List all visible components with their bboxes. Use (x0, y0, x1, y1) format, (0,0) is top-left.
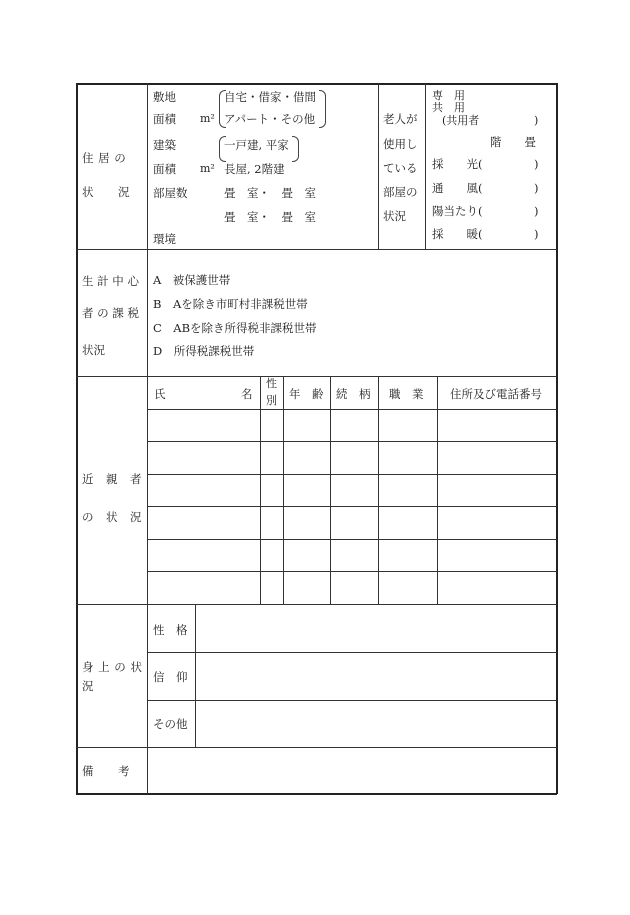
border-bottom (76, 793, 557, 795)
livelihood-option-a: A 被保護世帯 (153, 273, 231, 287)
heating-close: ) (534, 227, 539, 241)
residence-label-2: 状 況 (82, 185, 130, 199)
rel-col-age (330, 376, 331, 604)
shared-use: 共 用 (432, 101, 465, 114)
site-bracket-right (319, 90, 326, 128)
faith-label: 信 仰 (153, 670, 188, 684)
relatives-label-1: 近 親 者 (82, 472, 142, 486)
site-option-2: アパート・その他 (224, 112, 316, 126)
personal-col-divider (195, 604, 196, 747)
divider-livelihood (76, 376, 557, 377)
rel-header-bottom (147, 409, 557, 410)
header-sex-b: 別 (266, 394, 277, 407)
building-m2: m² (200, 162, 215, 175)
divider-residence (76, 249, 557, 250)
rel-col-sex (283, 376, 284, 604)
elder-room-label-5: 状況 (383, 209, 406, 223)
livelihood-label-3: 状況 (82, 343, 105, 357)
rel-row-line-3 (147, 506, 557, 507)
label-column-divider (147, 83, 148, 794)
shared-with: (共用者 (442, 114, 480, 127)
residence-label-1: 住 居 の (82, 151, 127, 165)
elder-room-label-2: 使用し (383, 137, 418, 151)
relatives-label-2: の 状 況 (82, 510, 142, 524)
sunlight-label: 陽当たり( (432, 204, 483, 218)
rel-row-line-5 (147, 571, 557, 572)
border-left (76, 83, 78, 794)
border-right (556, 83, 558, 794)
shared-with-close: ) (534, 114, 539, 127)
site-option-1: 自宅・借家・借間 (224, 90, 316, 104)
rel-row-line-2 (147, 474, 557, 475)
personal-label-2: 況 (82, 679, 94, 693)
rooms-label: 部屋数 (153, 186, 188, 200)
livelihood-option-b: B Aを除き市町村非課税世帯 (153, 297, 308, 311)
residence-divider-2 (425, 83, 426, 249)
ventilation-label: 通 風( (432, 181, 483, 195)
header-relation: 続 柄 (336, 387, 371, 401)
personal-row-line-2 (147, 700, 557, 701)
divider-personal (76, 747, 557, 748)
building-label: 建築 (153, 138, 176, 152)
ventilation-close: ) (534, 181, 539, 195)
rel-row-line-4 (147, 539, 557, 540)
header-address: 住所及び電話番号 (450, 387, 542, 401)
personal-label-1: 身 上 の 状 (82, 660, 143, 674)
exclusive-use: 専 用 (432, 89, 465, 102)
elder-room-label-1: 老人が (383, 112, 418, 126)
site-label: 敷地 (153, 90, 176, 104)
header-name-a: 氏 (154, 387, 166, 401)
header-age: 年 齢 (289, 387, 324, 401)
building-bracket-right (292, 136, 299, 162)
building-area-label: 面積 (153, 162, 176, 176)
rooms-row-2: 畳 室・ 畳 室 (224, 210, 316, 224)
rel-col-relation (378, 376, 379, 604)
other-label: その他 (153, 717, 188, 731)
character-label: 性 格 (153, 623, 188, 637)
heating-label: 採 暖( (432, 227, 483, 241)
site-area-label: 面積 (153, 112, 176, 126)
rel-col-job (437, 376, 438, 604)
personal-row-line-1 (147, 652, 557, 653)
livelihood-option-d: D 所得税課税世帯 (153, 344, 255, 358)
border-top (76, 83, 557, 85)
remarks-label: 備 考 (82, 764, 130, 778)
rel-col-name (260, 376, 261, 604)
environment-label: 環境 (153, 232, 176, 246)
livelihood-label-2: 者 の 課 税 (82, 306, 139, 320)
light-label: 採 光( (432, 157, 483, 171)
livelihood-option-c: C ABを除き所得税非課税世帯 (153, 321, 317, 335)
elder-room-label-4: 部屋の (383, 185, 418, 199)
divider-relatives (76, 604, 557, 605)
light-close: ) (534, 157, 539, 171)
rel-row-line-1 (147, 441, 557, 442)
sunlight-close: ) (534, 204, 539, 218)
building-option-2: 長屋, 2階建 (224, 162, 285, 176)
elder-room-label-3: ている (383, 161, 418, 175)
site-m2: m² (200, 112, 215, 125)
header-name-b: 名 (241, 387, 253, 401)
building-option-1: 一戸建, 平家 (224, 138, 289, 152)
livelihood-label-1: 生 計 中 心 (82, 274, 139, 288)
header-job: 職 業 (389, 387, 424, 401)
header-sex-a: 性 (266, 377, 277, 390)
floor-mat: 階 畳 (490, 135, 536, 149)
rooms-row-1: 畳 室・ 畳 室 (224, 186, 316, 200)
residence-divider-1 (378, 83, 379, 249)
